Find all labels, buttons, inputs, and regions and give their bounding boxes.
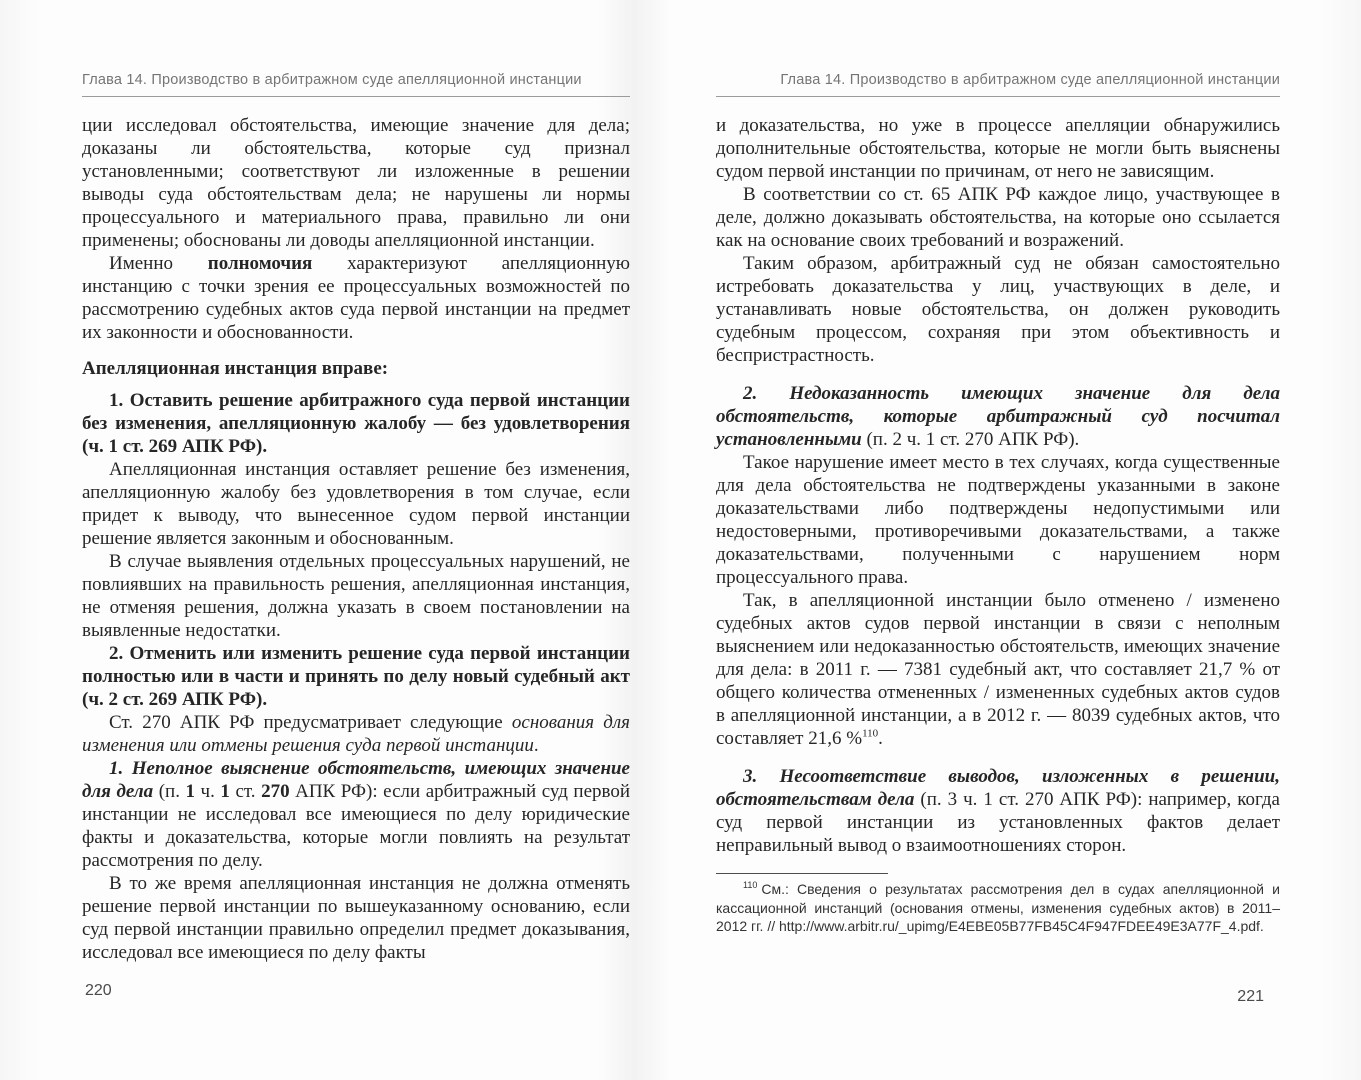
text-run: . <box>878 728 883 749</box>
footnote-rule <box>716 873 888 874</box>
text-run: (п. 2 ч. 1 ст. 270 АПК РФ). <box>861 429 1080 450</box>
left-paragraph-2 <box>82 252 630 344</box>
text-run: (п. 3 ч. 1 ст. 270 АПК РФ): например, когда суд первой инстанции из установленных фактов делает неправильный вывод о взаимоотношениях сторон. <box>716 789 1280 856</box>
running-head-left: Глава 14. Производство в арбитражном суде апелляционной инстанции <box>82 72 630 97</box>
footnote <box>716 880 1280 936</box>
left-heading-appellate-powers: Апелляционная инстанция вправе: <box>82 358 389 379</box>
left-paragraph-6: 2. Отменить или изменить решение суда первой инстанции полностью или в части и принять по делу новый судебный акт (ч. 2 ст. 269 АПК РФ). <box>82 643 630 710</box>
right-paragraph-2: В соответствии со ст. 65 АПК РФ каждое лицо, участвующее в деле, должно доказывать обстоятельства, на которые оно ссылается как на основание своих требований и возражений. <box>716 184 1280 251</box>
left-paragraph-9: В то же время апелляционная инстанция не должна отменять решение первой инстанции по вышеуказанному основанию, если суд первой инстанции правильно определил предмет доказывания, исследовал все имеющиеся по делу факты <box>82 873 630 963</box>
page-number-right: 221 <box>1237 988 1264 1005</box>
text-run: Именно <box>109 253 208 274</box>
bold-italic-lead: 2. Недоказанность имеющих значение для дела обстоятельств, которые арбитражный суд посчитал установленными <box>716 383 1280 450</box>
left-paragraph-8 <box>82 757 630 872</box>
italic-term: основания для изменения или отмены решения суда первой инстанции <box>82 712 631 756</box>
page-number-left: 220 <box>85 982 112 999</box>
text-run: (п. <box>153 781 186 802</box>
text-run: ст. <box>229 781 262 802</box>
bold-number: 270 <box>261 781 290 802</box>
text-run: Так, в апелляционной инстанции было отменено / изменено судебных актов судов первой инстанции в связи с неполным выяснением или недоказанностью обстоятельств, имеющих значение для дела: в 2011 г. — 7381 судебный акт, что составляет 21,7 % от общего количества отмененных / измененных судебных актов судов в апелляционной инстанции, а в 2012 г. — 8039 судебных актов, что составляет 21,6 % <box>716 590 1280 749</box>
text-run: АПК РФ): если арбитражный суд первой инстанции не исследовал все имеющиеся по делу юридические факты и доказательства, которые могли повлиять на результат рассмотрения по делу. <box>82 781 631 871</box>
right-paragraph-7 <box>716 765 1280 857</box>
right-paragraph-4 <box>716 382 1280 451</box>
bold-number: 1 <box>220 781 230 802</box>
running-head-right: Глава 14. Производство в арбитражном суде апелляционной инстанции <box>716 72 1280 97</box>
page-left <box>82 72 630 964</box>
left-paragraph-4: Апелляционная инстанция оставляет решение без изменения, апелляционную жалобу без удовлетворения в том случае, если придет к выводу, что вынесенное судом первой инстанции решение является законным и обоснованным. <box>82 459 630 549</box>
right-paragraph-6 <box>716 589 1280 750</box>
bold-number: 1 <box>185 781 195 802</box>
footnote-text: См.: Сведения о результатах рассмотрения дел в судах апелляционной и кассационной инстанций (основания отмены, изменения судебных актов) в 2011–2012 гг. // http://www.arbitr.ru/_upimg/E4EBE05B77FB45C4F947FDEE49E3A77F_4.pdf. <box>716 881 1280 934</box>
right-paragraph-1: и доказательства, но уже в процессе апелляции обнаружились дополнительные обстоятельства, которые не могли быть выяснены судом первой инстанции по причинам, от него не зависящим. <box>716 115 1280 182</box>
text-run: Ст. 270 АПК РФ предусматривает следующие <box>109 712 512 733</box>
right-page-body <box>716 114 1280 936</box>
footnote-reference: 110 <box>862 727 879 740</box>
left-paragraph-7 <box>82 711 630 757</box>
text-run: ч. <box>195 781 221 802</box>
bold-italic-lead: 3. Несоответствие выводов, изложенных в решении, обстоятельствам дела <box>716 766 1280 810</box>
right-paragraph-5: Такое нарушение имеет место в тех случаях, когда существенные для дела обстоятельства не подтверждены указанными в законе доказательствами либо подтверждены недопустимыми или недостоверными, противоречивыми доказательствами, а также доказательствами, полученными с нарушением норм процессуального права. <box>716 452 1280 588</box>
footnote-block <box>716 873 1280 936</box>
left-paragraph-5: В случае выявления отдельных процессуальных нарушений, не повлиявших на правильность решения, апелляционная инстанция, не отменяя решения, должна указать в своем постановлении на выявленные недостатки. <box>82 551 630 641</box>
right-paragraph-3: Таким образом, арбитражный суд не обязан самостоятельно истребовать доказательства у лиц, участвующих в деле, и устанавливать новые обстоятельства, он должен руководить судебным процессом, сохраняя при этом объективность и беспристрастность. <box>716 253 1280 366</box>
bold-italic-lead: 1. Неполное выяснение обстоятельств, имеющих значение для дела <box>82 758 630 802</box>
page-right <box>716 72 1280 936</box>
left-paragraph-3: 1. Оставить решение арбитражного суда первой инстанции без изменения, апелляционную жалобу — без удовлетворения (ч. 1 ст. 269 АПК РФ). <box>82 390 630 457</box>
left-paragraph-1: ции исследовал обстоятельства, имеющие значение для дела; доказаны ли обстоятельства, которые суд признал установленными; соответствуют ли изложенные в решении выводы суда обстоятельствам дела; не нарушены ли нормы процессуального и материального права, правильно ли они применены; обоснованы ли доводы апелляционной инстанции. <box>82 115 630 251</box>
left-page-body <box>82 114 630 964</box>
footnote-marker: 110 <box>743 880 758 891</box>
text-run: характеризуют апелляционную инстанцию с точки зрения ее процессуальных возможностей по рассмотрению судебных актов суда первой инстанции на предмет их законности и обоснованности. <box>82 253 630 343</box>
bold-term: полномочия <box>207 253 313 274</box>
text-run: . <box>533 735 539 756</box>
